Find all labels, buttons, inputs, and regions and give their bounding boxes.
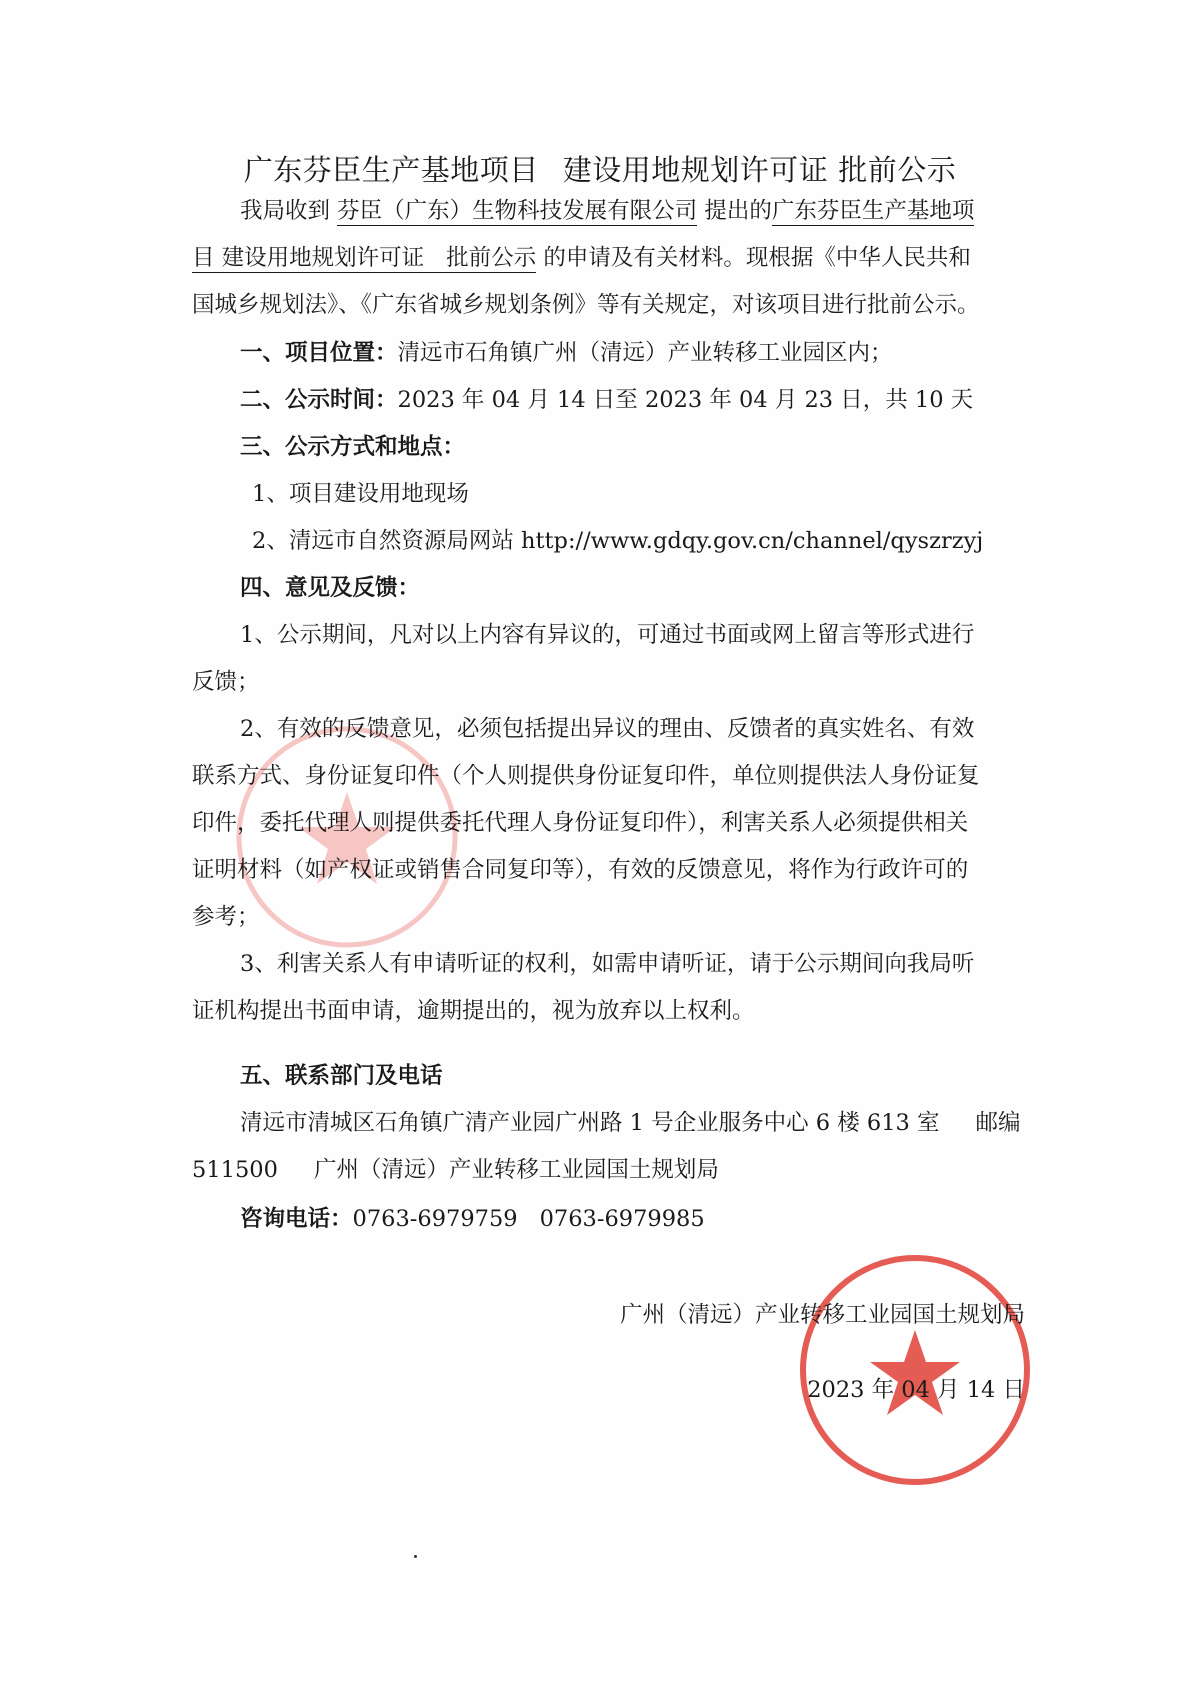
title-project: 广东芬臣生产基地项目 [243, 153, 539, 187]
intro-mid: 提出的 [704, 198, 772, 224]
phone-number-2: 0763-6979985 [539, 1206, 705, 1232]
intro-prefix: 我局收到 [240, 198, 331, 224]
feedback-p3-line1-text: 3、利害关系人有申请听证的权利，如需申请听证，请于公示期间向我局听 [240, 951, 975, 977]
feedback-p2-line3: 印件，委托代理人则提供委托代理人身份证复印件），利害关系人必须提供相关 [192, 810, 969, 836]
title-permit: 建设用地规划许可证 [562, 153, 829, 187]
contact-address-line1 [192, 1108, 1022, 1138]
project-permit-text: 目 建设用地规划许可证 [192, 245, 425, 271]
phone-label: 咨询电话： [240, 1206, 353, 1232]
section-period-text: 2023 年 04 月 14 日至 2023 年 04 月 23 日，共 10 天 [397, 387, 974, 413]
intro-line-1 [192, 196, 1022, 226]
postcode-label: 邮编 [975, 1110, 1021, 1136]
contact-address-line2 [192, 1155, 1022, 1185]
official-seal [795, 1250, 1035, 1490]
project-name-line2 [192, 245, 536, 273]
section-method-heading: 三、公示方式和地点： [240, 434, 466, 460]
signature-date: 2023 年 04 月 14 日 [807, 1377, 1025, 1403]
method-item-1-text: 1、项目建设用地现场 [252, 481, 469, 507]
method-item-1 [192, 479, 1022, 509]
method-item-2 [192, 526, 1022, 556]
page-title [0, 150, 1200, 190]
feedback-p2-line4: 证明材料（如产权证或销售合同复印等），有效的反馈意见，将作为行政许可的 [192, 857, 969, 883]
feedback-p1-line1 [192, 620, 1022, 650]
title-notice: 批前公示 [838, 153, 957, 187]
feedback-p2-line1-text: 2、有效的反馈意见，必须包括提出异议的理由、反馈者的真实姓名、有效 [240, 716, 975, 742]
section-location [192, 338, 1022, 368]
postcode-value: 511500 [192, 1157, 278, 1183]
contact-department: 广州（清远）产业转移工业园国土规划局 [313, 1157, 719, 1183]
intro-line-3: 国城乡规划法》、《广东省城乡规划条例》等有关规定，对该项目进行批前公示。 [192, 292, 980, 318]
feedback-p3-line1 [192, 949, 1022, 979]
signature-org: 广州（清远）产业转移工业园国土规划局 [619, 1302, 1025, 1328]
section-location-heading: 一、项目位置： [240, 340, 398, 366]
intro-line-2 [192, 243, 1022, 273]
method-item-2-text: 2、清远市自然资源局网站 http://www.gdqy.gov.cn/channel/qyszrzyj [252, 528, 984, 554]
section-contact-heading: 五、联系部门及电话 [240, 1063, 443, 1089]
contact-address-text: 清远市清城区石角镇广清产业园广州路 1 号企业服务中心 6 楼 613 室 [240, 1110, 940, 1136]
section-feedback [192, 573, 1022, 603]
section-feedback-heading: 四、意见及反馈： [240, 575, 421, 601]
feedback-p2-line2: 联系方式、身份证复印件（个人则提供身份证复印件，单位则提供法人身份证复 [192, 763, 980, 789]
section-period [192, 385, 1022, 415]
feedback-p2-line1 [192, 714, 1022, 744]
feedback-p2-line5: 参考； [192, 904, 260, 930]
feedback-p3-line2: 证机构提出书面申请，逾期提出的，视为放弃以上权利。 [192, 998, 755, 1024]
project-name-line1: 广东芬臣生产基地项 [771, 198, 975, 224]
feedback-p1-line2: 反馈； [192, 669, 260, 695]
section-period-heading: 二、公示时间： [240, 387, 398, 413]
section-location-text: 清远市石角镇广州（清远）产业转移工业园区内； [397, 340, 893, 366]
contact-phone [192, 1204, 1022, 1234]
project-notice-text: 批前公示 [446, 245, 537, 271]
intro-suffix: 的申请及有关材料。现根据《中华人民共和 [543, 245, 971, 271]
feedback-p1-line1-text: 1、公示期间，凡对以上内容有异议的，可通过书面或网上留言等形式进行 [240, 622, 975, 648]
phone-number-1: 0763-6979759 [352, 1206, 518, 1232]
applicant-company: 芬臣（广东）生物科技发展有限公司 [337, 198, 698, 224]
scan-speck [414, 1555, 417, 1558]
section-method [192, 432, 1022, 462]
section-contact [192, 1061, 1022, 1091]
